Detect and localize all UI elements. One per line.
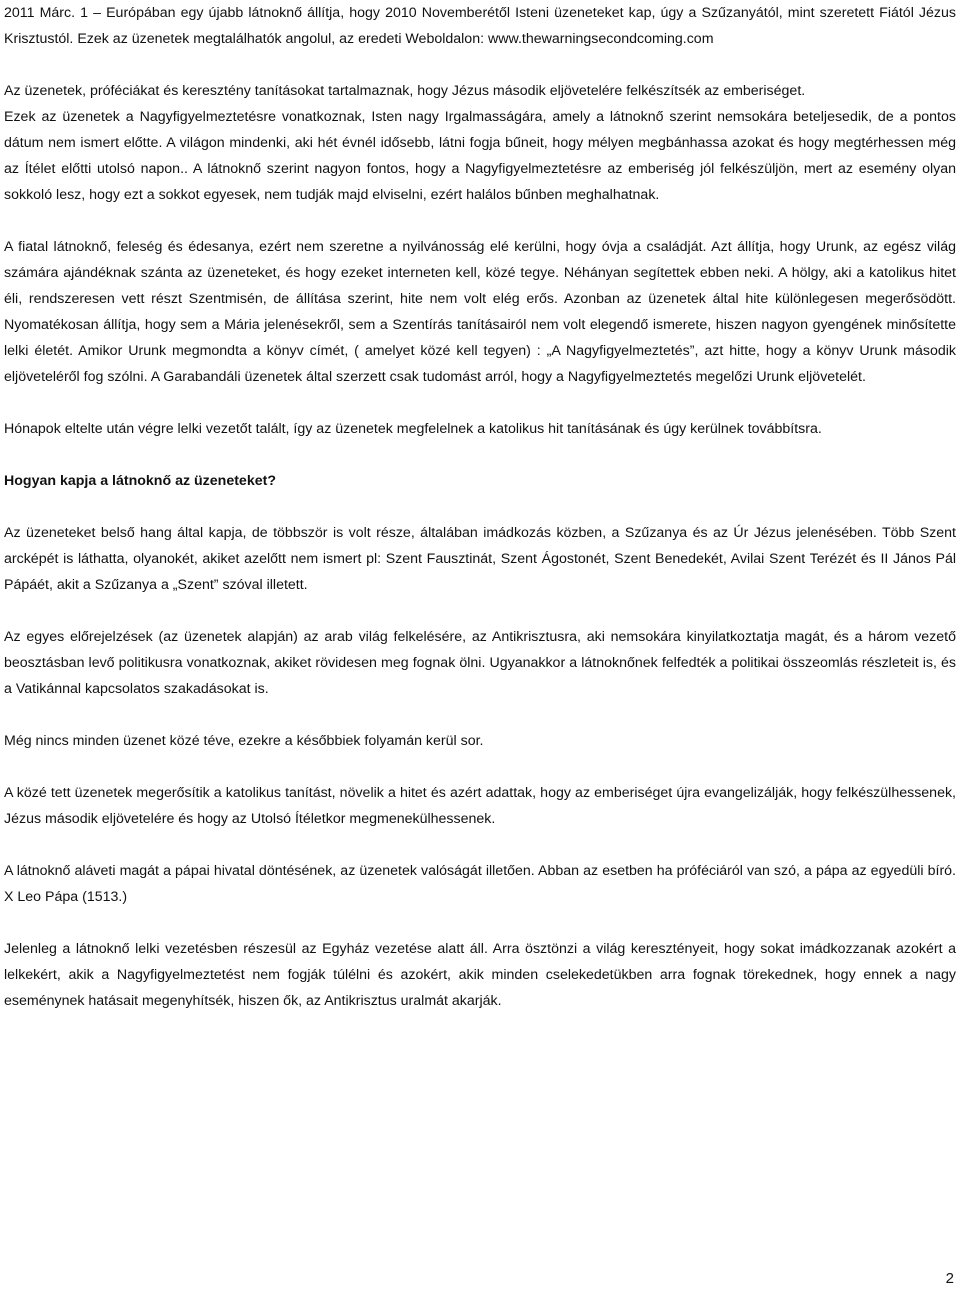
intro-text: 2011 Márc. 1 – Európában egy újabb látnoknő állítja, hogy 2010 Novemberétől Isteni üzeneteket kap, úgy a Szűzanyától, mint szeretett Fiától Jézus Krisztustól. Ezek az üzenetek megtalálhatók angolul, az eredeti Weboldalon: <box>4 5 956 47</box>
paragraph-4: Hónapok eltelte után végre lelki vezetőt talált, így az üzenetek megfelelnek a katolikus hit tanításának és úgy kerülnek továbbítsra. <box>4 421 822 437</box>
intro-paragraph <box>4 0 956 52</box>
paragraph-8: A közé tett üzenetek megerősítik a katolikus tanítást, növelik a hitet és azért adattak, hogy az emberiséget újra evangelizálják, hogy felkészülhessenek, Jézus második eljövetelére és hogy az Utolsó Ítéletkor megmenekülhessenek. <box>4 785 956 827</box>
paragraph-2: Ezek az üzenetek a Nagyfigyelmeztetésre vonatkoznak, Isten nagy Irgalmasságára, amely a látnoknő szerint nemsokára beteljesedik, de a pontos dátum nem ismert előtte. A világon mindenki, aki hét évnél idősebb, látni fogja bűneit, hogy mélyen megbánhassa azokat és hogy megtérhessen még az Ítélet előtti utolsó napon.. A látnoknő szerint nagyon fontos, hogy a Nagyfigyelmeztetésre az emberiség jól felkészüljön, mert az esemény olyan sokkoló lesz, hogy ezt a sokkot egyesek, nem tudják majd elviselni, ezért halálos bűnben meghalhatnak. <box>4 109 956 203</box>
paragraph-10: Jelenleg a látnoknő lelki vezetésben részesül az Egyház vezetése alatt áll. Arra ösztönzi a világ keresztényeit, hogy sokat imádkozzanak azokért a lelkekért, akik a Nagyfigyelmeztetést nem fogják túlélni és azokért, akik minden cselekedetükben arra fognak törekednek, hogy ennek a nagy eseménynek hatásait megenyhítsék, hiszen ők, az Antikrisztus uralmát akarják. <box>4 941 956 1009</box>
paragraph-9: A látnoknő aláveti magát a pápai hivatal döntésének, az üzenetek valóságát illetően. Abban az esetben ha próféciáról van szó, a pápa az egyedüli bíró. X Leo Pápa (1513.) <box>4 863 956 905</box>
document-page <box>4 0 956 1014</box>
paragraph-5: Az üzeneteket belső hang által kapja, de többször is volt része, általában imádkozás közben, a Szűzanya és az Úr Jézus jelenésében. Több Szent arcképét is láthatta, olyanokét, akiket azelőtt nem ismert pl: Szent Fausztinát, Szent Ágostonét, Szent Benedekét, Avilai Szent Terézét és II János Pál Pápáét, akit a Szűzanya a „Szent” szóval illetett. <box>4 525 956 593</box>
paragraph-6: Az egyes előrejelzések (az üzenetek alapján) az arab világ felkelésére, az Antikrisztusra, aki nemsokára kinyilatkoztatja magát, és a három vezető beosztásban levő politikusra vonatkoznak, akiket rövidesen meg fognak ölni. Ugyanakkor a látnoknőnek felfedték a politikai összeomlás részleteit is, és a Vatikánnal kapcsolatos szakadásokat is. <box>4 629 956 697</box>
paragraph-1: Az üzenetek, próféciákat és keresztény tanításokat tartalmaznak, hogy Jézus második eljövetelére felkészítsék az emberiséget. <box>4 83 806 99</box>
website-link[interactable]: www.thewarningsecondcoming.com <box>487 31 714 47</box>
page-number: 2 <box>945 1270 954 1287</box>
paragraph-3: A fiatal látnoknő, feleség és édesanya, ezért nem szeretne a nyilvánosság elé kerülni, hogy óvja a családját. Azt állítja, hogy Urunk, az egész világ számára ajándéknak szánta az üzeneteket, és hogy ezeket interneten kell, közé tegye. Néhányan segítettek ebben neki. A hölgy, aki a katolikus hitet éli, rendszeresen vett részt Szentmisén, de állítása szerint, hite nem volt elég erős. Azonban az üzenetek által hite különlegesen megerősödött. Nyomatékosan állítja, hogy sem a Mária jelenésekről, sem a Szentírás tanításairól nem volt elegendő ismerete, hiszen nagyon gyengének minősítette lelki életét. Amikor Urunk megmondta a könyv címét, ( amelyet közé kell tegyen) : „A Nagyfigyelmeztetés”, azt hitte, hogy a könyv Urunk második eljöveteléről fog szólni. A Garabandáli üzenetek által szerzett csak tudomást arról, hogy a Nagyfigyelmeztetés megelőzi Urunk eljövetelét. <box>4 239 956 385</box>
paragraph-7: Még nincs minden üzenet közé téve, ezekre a későbbiek folyamán kerül sor. <box>4 733 484 749</box>
section-heading: Hogyan kapja a látnoknő az üzeneteket? <box>4 473 276 489</box>
